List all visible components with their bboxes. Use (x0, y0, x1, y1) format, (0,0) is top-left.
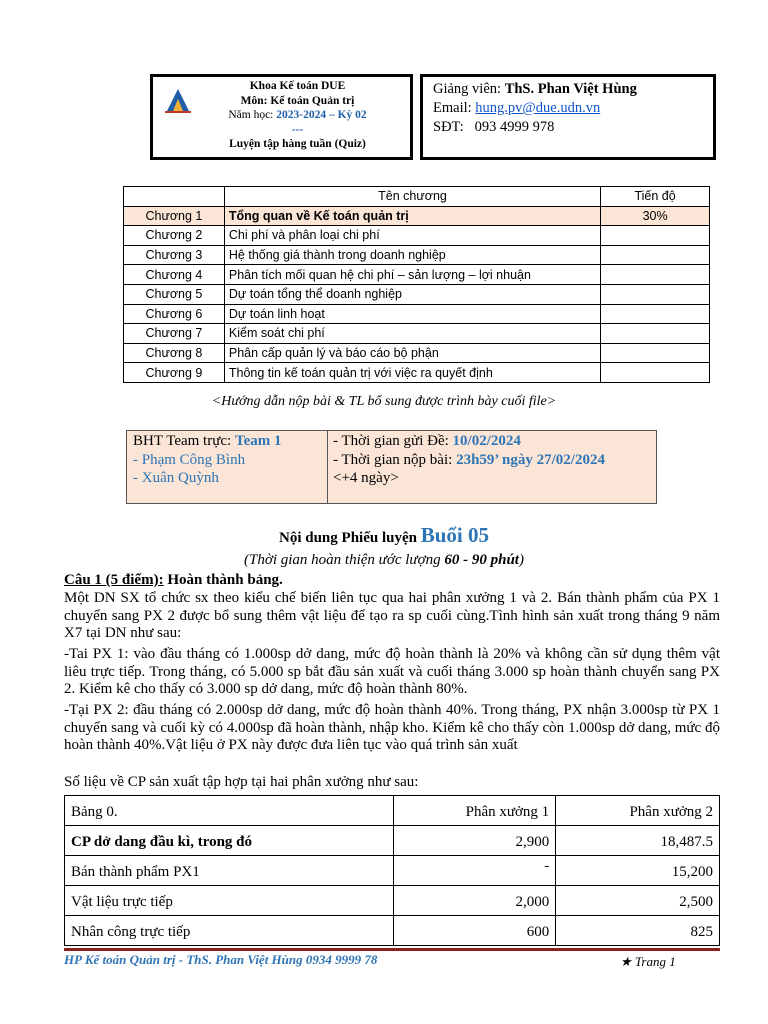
page-title: Nội dung Phiếu luyện Buổi 05 (279, 523, 489, 547)
lecturer-info-box (420, 74, 716, 160)
lecturer: Giảng viên: ThS. Phan Việt Hùng (433, 81, 637, 97)
table-row: Chương 9 Thông tin kế toán quản trị với việc ra quyết định (124, 363, 710, 383)
question-paragraph: -Tai PX 1: vào đầu tháng có 1.000sp dở dang, mức độ hoàn thành là 20% và không cần sử dụng thêm vật liêu trực tiếp. Trong tháng, có 5.000 sp bắt đầu sản xuất và cuối tháng 3.000 sp hoàn thành chuyển sang PX 2. Kiểm kê cho thấy có 3.000 sp dở dang, mức độ hoàn thành 80%. (64, 646, 720, 697)
team-member: - Xuân Quỳnh (133, 470, 219, 486)
footer-rule (64, 948, 720, 951)
faculty-name: Khoa Kế toán DUE (249, 80, 346, 92)
table-header: Tên chương Tiến độ (124, 187, 710, 207)
team-member: - Phạm Công Bình (133, 451, 246, 468)
table-row: Chương 3 Hệ thống giá thành trong doanh nghiệp (124, 245, 710, 265)
table-row: Chương 7 Kiểm soát chi phí (124, 324, 710, 344)
separator: --- (291, 123, 304, 136)
table-row: Nhân công trực tiếp 600 825 (65, 916, 720, 946)
star-icon: ★ (620, 954, 632, 969)
table-row: CP dở dang đầu kì, trong đó 2,900 18,487.5 (65, 826, 720, 856)
table-row: Chương 1 Tổng quan về Kế toán quản trị 30% (124, 206, 710, 226)
team-line: BHT Team trực: Team 1 (133, 433, 282, 449)
phone-line: SĐT: 093 4999 978 (433, 119, 555, 135)
email-link[interactable]: hung.pv@due.udn.vn (475, 100, 601, 116)
table-row: Chương 6 Dự toán linh hoạt (124, 304, 710, 324)
question-heading: Câu 1 (5 điểm): Hoàn thành bảng. (64, 572, 283, 588)
divider (327, 431, 328, 503)
page-number: ★ Trang 1 (620, 954, 676, 969)
question-paragraph: -Tại PX 2: đầu tháng có 2.000sp dở dang, mức độ hoàn thành 40%. Trong tháng, PX nhận 3.000sp từ PX 1 chuyển sang và cuối kỳ có 4.000sp đã hoàn thành, nhập kho. Kiểm kê cho thấy còn 1.000sp dở dang, mức độ hoàn thành 40%.Vật liệu ở PX này được đưa liên tục vào quá trình sản xuất (64, 702, 720, 753)
quiz-label: Luyện tập hàng tuần (Quiz) (229, 138, 366, 150)
team-schedule-box (126, 430, 657, 504)
table-row: Vật liệu trực tiếp 2,000 2,500 (65, 886, 720, 916)
chapter-progress-table (123, 186, 710, 383)
table-header: Bảng 0. Phân xưởng 1 Phân xưởng 2 (65, 796, 720, 826)
table-row: Chương 8 Phân cấp quản lý và báo cáo bộ phận (124, 343, 710, 363)
footer-course: HP Kế toán Quản trị - ThS. Phan Việt Hùng 0934 9999 78 (64, 952, 378, 967)
cost-data-table (64, 795, 720, 946)
submission-guide-note: <Hướng dẫn nộp bài & TL bổ sung được trình bày cuối file> (211, 394, 557, 409)
course-info-box (150, 74, 413, 160)
extra-days: <+4 ngày> (333, 470, 399, 486)
table-row: Bán thành phẩm PX1 - 15,200 (65, 856, 720, 886)
table-row: Chương 4 Phân tích mối quan hệ chi phí – sản lượng – lợi nhuận (124, 265, 710, 285)
question-paragraph: Một DN SX tổ chức sx theo kiểu chế biến liên tục qua hai phân xưởng 1 và 2. Bán thành phẩm của PX 1 chuyển sang PX 2 được bổ sung thêm vật liệu để tạo ra sp cuối cùng.Tình hình sản xuất trong tháng 9 năm X7 tại DN như sau: (64, 590, 720, 641)
table-row: Chương 5 Dự toán tổng thể doanh nghiệp (124, 284, 710, 304)
course-name: Môn: Kế toán Quản trị (240, 94, 355, 107)
page-subtitle: (Thời gian hoàn thiện ước lượng 60 - 90 phút) (244, 552, 524, 568)
academic-year: Năm học: 2023-2024 – Kỳ 02 (228, 109, 367, 121)
send-date-line: - Thời gian gửi Đề: 10/02/2024 (333, 433, 521, 449)
question-paragraph: Số liệu về CP sản xuất tập hợp tại hai phân xưởng như sau: (64, 774, 419, 790)
table-row: Chương 2 Chi phí và phân loại chi phí (124, 226, 710, 246)
submit-date-line: - Thời gian nộp bài: 23h59’ ngày 27/02/2024 (333, 451, 605, 468)
email-line: Email: hung.pv@due.udn.vn (433, 100, 601, 116)
